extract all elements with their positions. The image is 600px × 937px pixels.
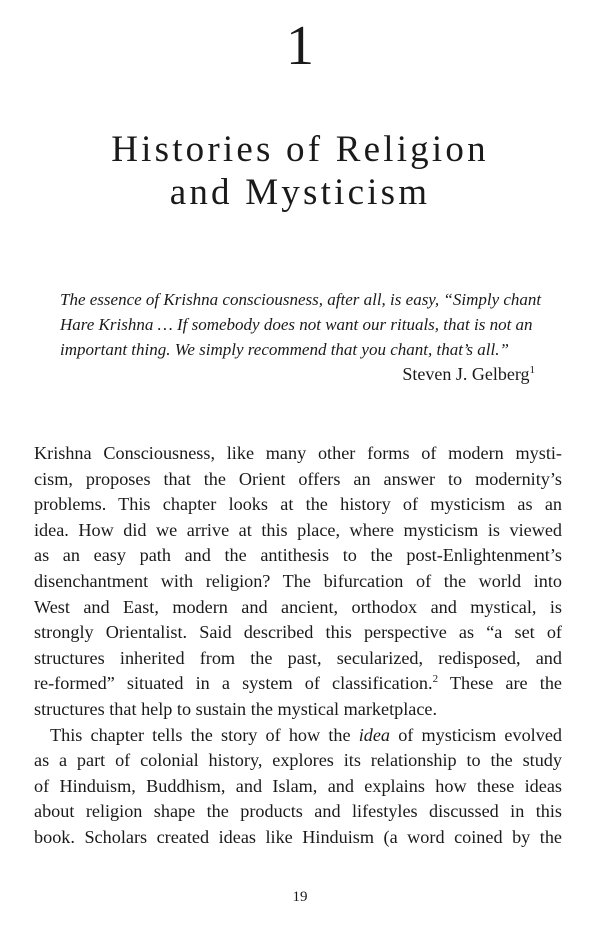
chapter-title-line-2: and Mysticism — [169, 172, 431, 213]
footnote-ref: 2 — [432, 673, 439, 686]
text-line: cism, proposes that the Orient offers an answer to modernity’s — [34, 468, 562, 489]
text-line: idea. How did we arrive at this place, where mysticism is viewed — [34, 519, 562, 540]
text-line: problems. This chapter looks at the history of mysticism as an — [34, 494, 562, 515]
epigraph-attribution — [402, 362, 535, 386]
text-segment: This chapter tells the story of how the — [50, 724, 359, 745]
text-segment: re-formed” situated in a system of classification. — [34, 673, 433, 694]
body-text — [34, 441, 562, 851]
chapter-number: 1 — [286, 15, 314, 77]
text-line: of Hinduism, Buddhism, and Islam, and explains how these ideas — [34, 775, 562, 796]
epigraph-author: Steven J. Gelberg — [402, 364, 530, 384]
text-segment: These are the — [438, 673, 562, 694]
page-number: 19 — [292, 889, 308, 905]
epigraph-line: The essence of Krishna consciousness, after all, is easy, “Simply chant — [60, 290, 542, 309]
chapter-title — [0, 128, 600, 214]
text-line: disenchantment with religion? The bifurcation of the world into — [34, 570, 562, 591]
text-line — [34, 723, 562, 749]
epigraph-line: Hare Krishna … If somebody does not want our rituals, that is not an — [60, 315, 533, 334]
emphasized-word: idea — [358, 724, 391, 745]
text-segment: of mysticism evolved — [390, 724, 562, 745]
chapter-title-line-1: Histories of Religion — [111, 129, 489, 170]
footnote-ref: 1 — [529, 364, 535, 376]
text-line: West and East, modern and ancient, orthodox and mystical, is — [34, 596, 562, 617]
text-line: book. Scholars created ideas like Hinduism (a word coined by the — [34, 826, 562, 847]
text-line: as a part of colonial history, explores its relationship to the study — [34, 750, 562, 771]
text-line: as an easy path and the antithesis to the post-Enlightenment’s — [34, 545, 562, 566]
text-line: structures inherited from the past, secularized, redisposed, and — [34, 647, 562, 668]
text-line — [34, 671, 562, 697]
text-line: Krishna Consciousness, like many other forms of modern mysti- — [34, 443, 562, 463]
text-line: structures that help to sustain the mystical marketplace. — [34, 698, 438, 719]
epigraph-line: important thing. We simply recommend that you chant, that’s all.” — [60, 340, 509, 359]
text-line: about religion shape the products and lifestyles discussed in this — [34, 801, 562, 822]
epigraph — [60, 287, 540, 362]
text-line: strongly Orientalist. Said described this perspective as “a set of — [34, 622, 562, 643]
